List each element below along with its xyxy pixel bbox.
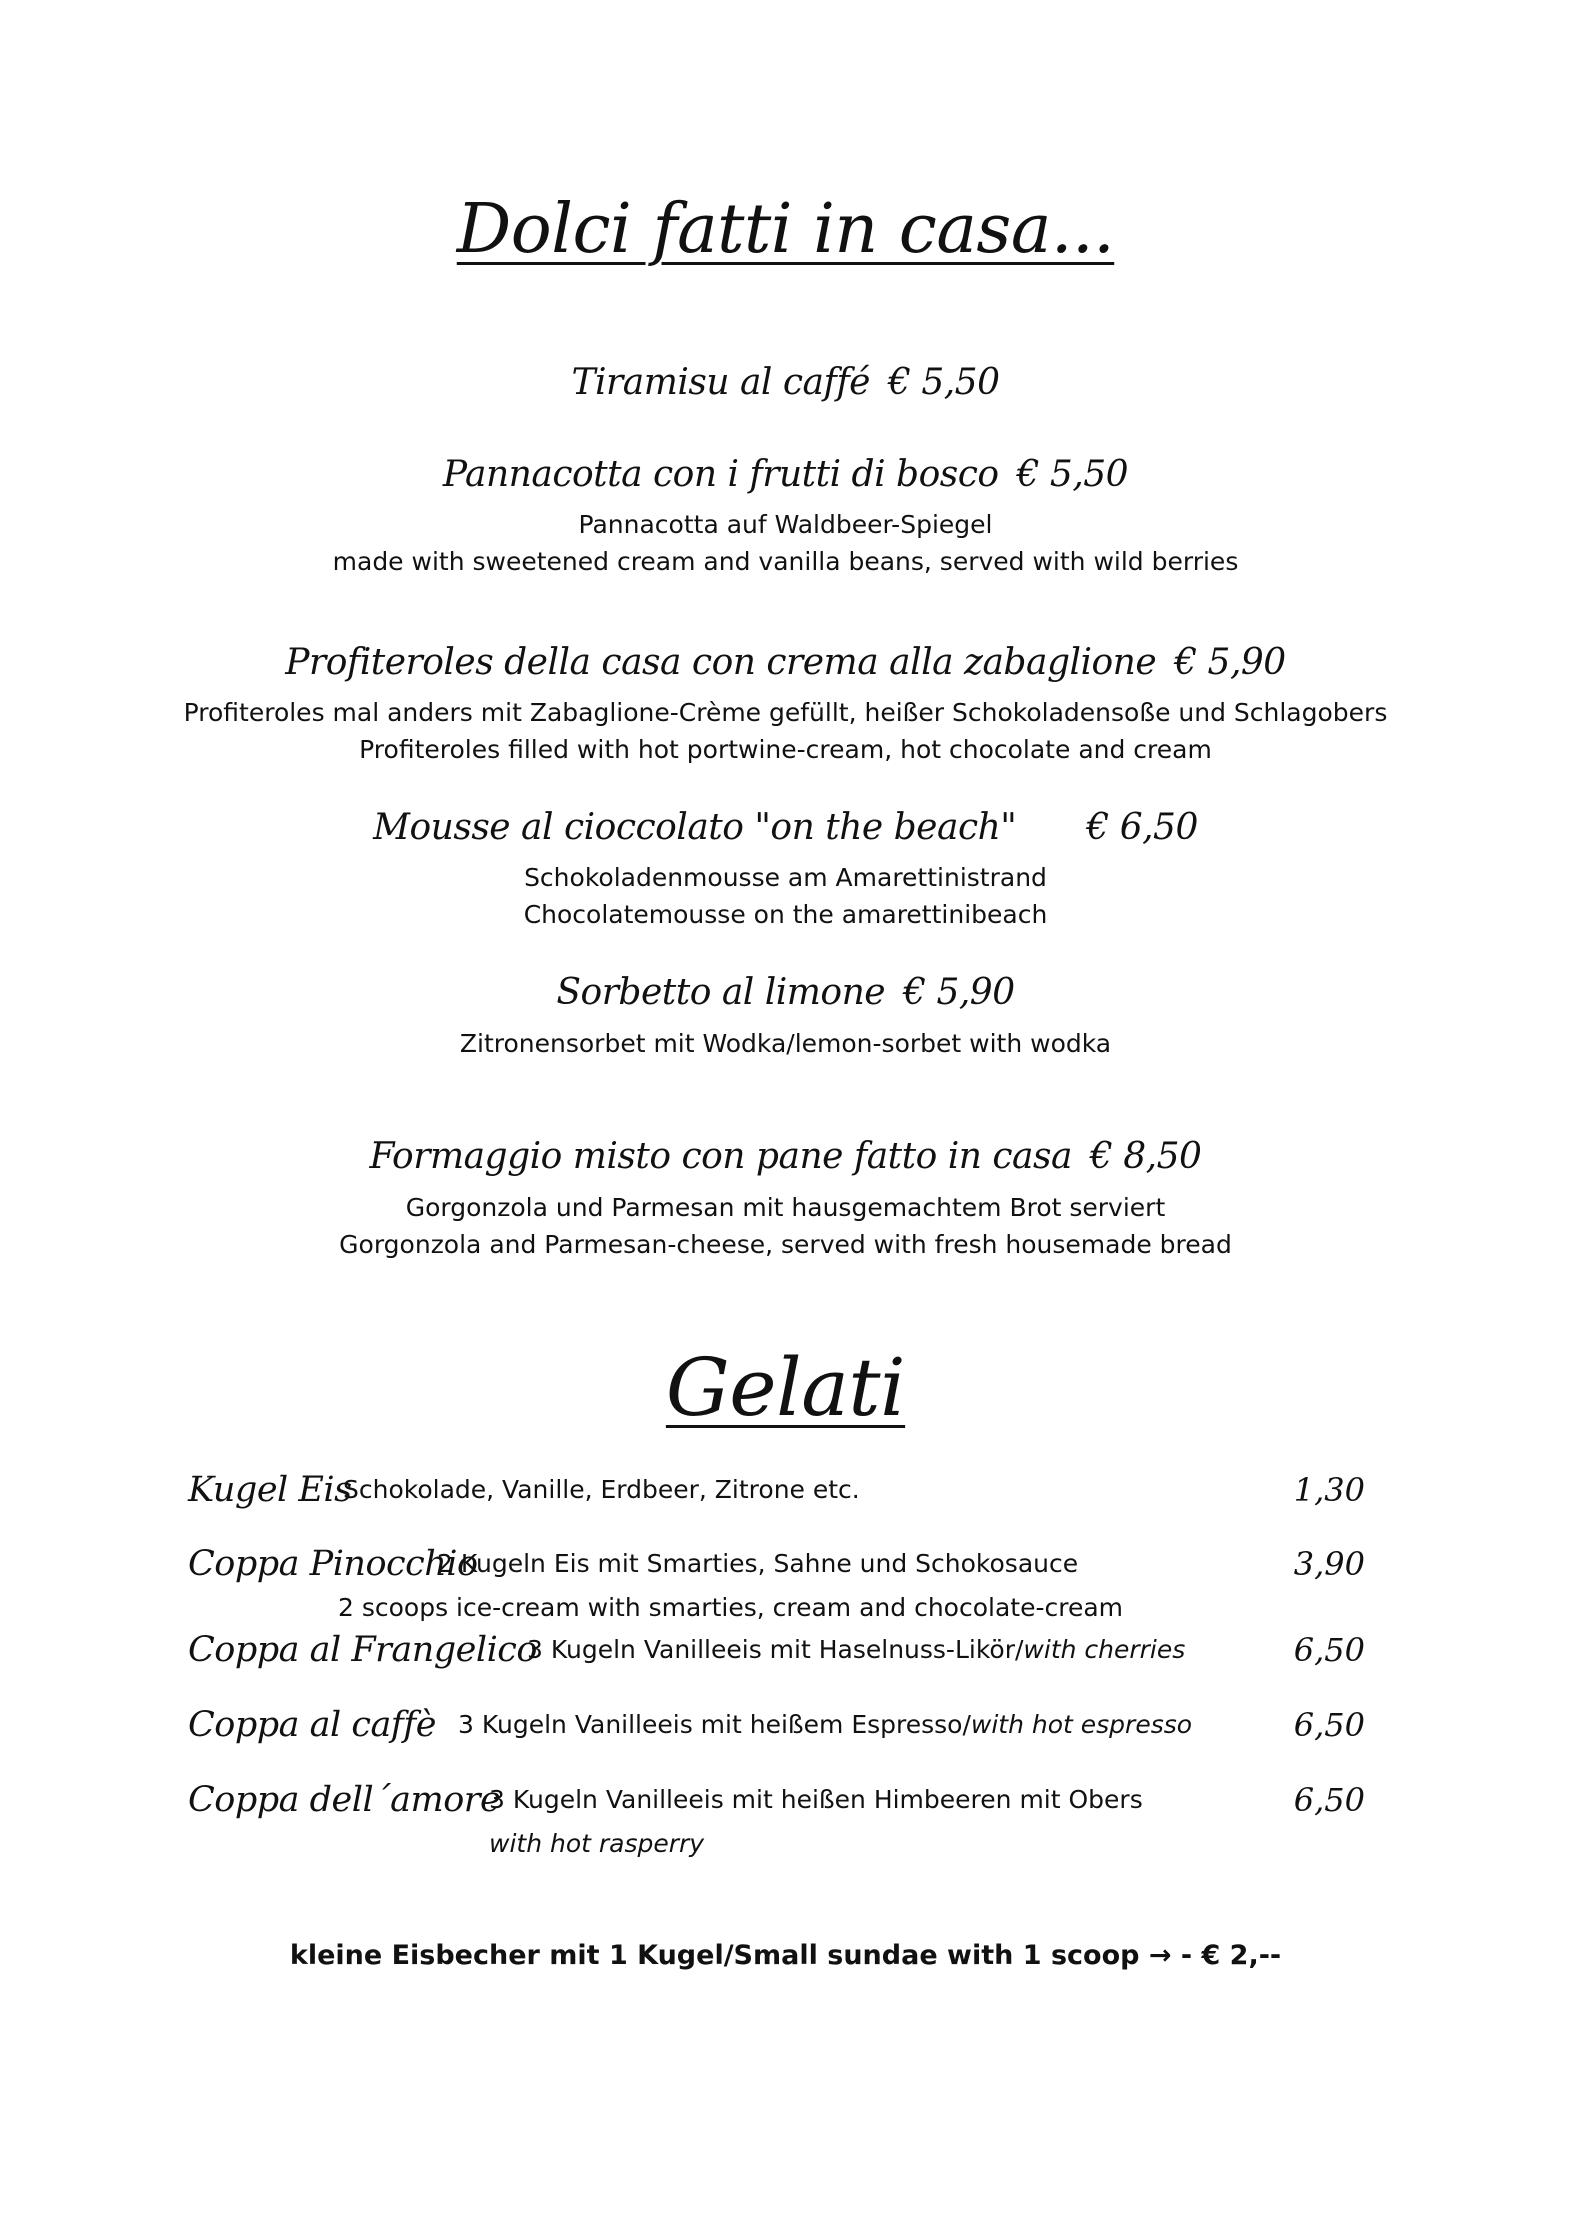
footer-note: kleine Eisbecher mit 1 Kugel/Small sundae with 1 scoop → - € 2,-- <box>289 1940 1282 1971</box>
dish-description: Profiteroles mal anders mit Zabaglione-Crème gefüllt, heißer Schokoladensoße und Schlagobers <box>183 698 1388 727</box>
dish-sorbetto <box>0 970 1571 1016</box>
dish-description: Zitronensorbet mit Wodka/lemon-sorbet with wodka <box>459 1029 1112 1058</box>
dish-pannacotta <box>0 452 1571 498</box>
gelato-description: Schokolade, Vanille, Erdbeer, Zitrone etc. <box>343 1475 860 1504</box>
gelato-price: 6,50 <box>1293 1706 1365 1744</box>
dish-price: € 5,50 <box>1016 454 1129 495</box>
page-title <box>0 190 1571 270</box>
dish-description: Pannacotta auf Waldbeer-Spiegel <box>578 510 993 539</box>
dish-description: made with sweetened cream and vanilla beans, served with wild berries <box>332 547 1239 576</box>
gelato-description: 3 Kugeln Vanilleeis mit heißen Himbeeren mit Obers <box>489 1785 1143 1814</box>
gelato-name: Coppa al caffè <box>188 1705 436 1745</box>
gelato-description-en: with hot rasperry <box>489 1829 705 1858</box>
dish-description: Chocolatemousse on the amarettinibeach <box>523 900 1048 929</box>
gelato-description-en: 2 scoops ice-cream with smarties, cream and chocolate-cream <box>338 1593 1124 1622</box>
dish-name: Sorbetto al limone <box>556 972 886 1013</box>
gelato-description-en: with hot espresso <box>970 1710 1193 1739</box>
gelato-description-de: 3 Kugeln Vanilleeis mit heißem Espresso/ <box>458 1710 971 1739</box>
gelato-name: Coppa dell´amore <box>188 1780 501 1820</box>
dish-name: Profiteroles della casa con crema alla zabaglione <box>285 642 1157 683</box>
gelato-description: 2 Kugeln Eis mit Smarties, Sahne und Schokosauce <box>437 1549 1079 1578</box>
dish-description: Gorgonzola and Parmesan-cheese, served with fresh housemade bread <box>339 1230 1232 1259</box>
gelato-description-de: 3 Kugeln Vanilleeis mit Haselnuss-Likör/ <box>527 1635 1024 1664</box>
dish-description: Gorgonzola und Parmesan mit hausgemachtem Brot serviert <box>405 1193 1166 1222</box>
gelato-name: Kugel Eis <box>188 1470 352 1510</box>
gelato-price: 6,50 <box>1293 1631 1365 1669</box>
gelato-description-en: with cherries <box>1023 1635 1186 1664</box>
gelato-description <box>458 1703 1192 1747</box>
gelato-name: Coppa Pinocchio <box>188 1544 478 1584</box>
gelato-name: Coppa al Frangelico <box>188 1630 537 1670</box>
dish-tiramisu <box>0 360 1571 406</box>
gelati-title <box>0 1340 1571 1436</box>
gelato-price: 1,30 <box>1293 1471 1365 1509</box>
gelato-price: 6,50 <box>1293 1781 1365 1819</box>
dish-description: Schokoladenmousse am Amarettinistrand <box>524 863 1047 892</box>
page-title-text: Dolci fatti in casa... <box>456 190 1115 269</box>
dish-name: Formaggio misto con pane fatto in casa <box>369 1136 1072 1177</box>
dish-price: € 8,50 <box>1089 1136 1202 1177</box>
dish-profiteroles <box>0 640 1571 686</box>
gelato-description <box>527 1628 1185 1672</box>
dish-price: € 6,50 <box>1086 807 1198 848</box>
dish-mousse <box>0 805 1571 851</box>
dish-price: € 5,90 <box>903 972 1015 1013</box>
dish-name: Tiramisu al caffé <box>571 362 870 403</box>
dish-name: Pannacotta con i frutti di bosco <box>442 454 999 495</box>
dish-description: Profiteroles filled with hot portwine-cream, hot chocolate and cream <box>359 735 1212 764</box>
dish-price: € 5,50 <box>887 362 1000 403</box>
dish-formaggio <box>0 1134 1571 1180</box>
dish-name: Mousse al cioccolato "on the beach" <box>373 807 1017 848</box>
gelato-price: 3,90 <box>1293 1545 1365 1583</box>
gelati-title-text: Gelati <box>665 1341 906 1434</box>
dish-price: € 5,90 <box>1174 642 1286 683</box>
